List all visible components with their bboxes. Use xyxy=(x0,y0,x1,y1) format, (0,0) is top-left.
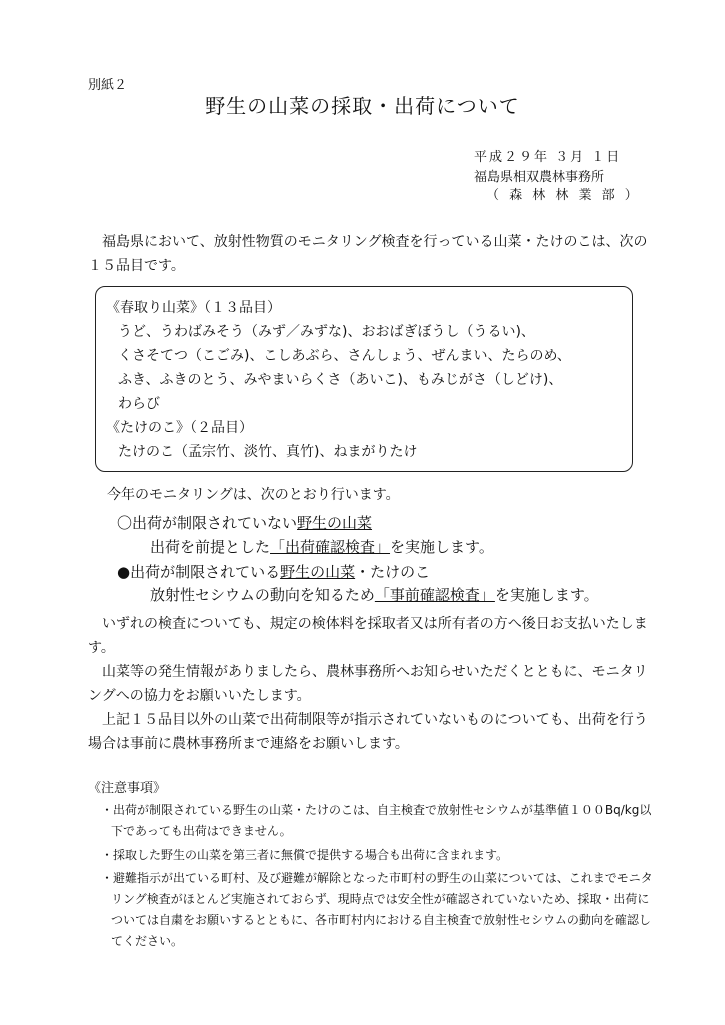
list-item: くさそてつ（こごみ)、こしあぶら、さんしょう、ぜんまい、たらのめ、 xyxy=(118,348,571,364)
list-item: ふき、ふきのとう、みやまいらくさ（あいこ)、もみじがさ（しどけ)、 xyxy=(118,372,563,388)
category-bamboo-shoots: 《たけのこ》（２品目） xyxy=(106,420,253,436)
note-item: ・採取した野生の山菜を第三者に無償で提供する場合も出荷に含まれます。 xyxy=(101,848,509,862)
item-emph: 野生の山菜 xyxy=(297,514,373,532)
issuing-office: 福島県相双農林事務所 xyxy=(474,170,605,185)
notes-heading: 《注意事項》 xyxy=(88,781,167,796)
detail-post: を実施します。 xyxy=(494,586,599,604)
detail-emph: 「事前確認検査」 xyxy=(374,586,495,604)
attachment-label: 別紙２ xyxy=(88,78,128,93)
list-item: うど、うわばみそう（みず／みずな)、おおばぎぼうし（うるい)、 xyxy=(118,324,535,340)
monitoring-item-restricted xyxy=(117,561,430,582)
info-request-paragraph: 山菜等の発生情報がありましたら、農林事務所へお知らせいただくとともに、モニタリングへの協力をお願いいたします。 xyxy=(88,664,648,704)
list-item: わらび xyxy=(118,396,160,412)
item-emph: 野生の山菜 xyxy=(280,563,356,581)
detail-post: を実施します。 xyxy=(390,538,494,556)
product-list-box xyxy=(95,286,633,472)
page-title: 野生の山菜の採取・出荷について xyxy=(205,94,520,118)
detail-pre: 放射性セシウムの動向を知るため xyxy=(150,586,375,604)
detail-emph: 「出荷確認検査」 xyxy=(270,538,391,556)
issue-date: 平成２９年 ３月 １日 xyxy=(474,150,622,165)
monitoring-item-unrestricted-detail xyxy=(150,536,494,557)
issuing-department: （ 森 林 林 業 部 ） xyxy=(486,188,641,203)
item-prefix: ●出荷が制限されている xyxy=(117,563,281,581)
category-spring-vegetables: 《春取り山菜》（１３品目） xyxy=(106,300,281,316)
note-item: ・出荷が制限されている野生の山菜・たけのこは、自主検査で放射性セシウムが基準値１００Bq/kg以下であっても出荷はできません。 xyxy=(101,803,652,838)
detail-pre: 出荷を前提とした xyxy=(150,538,271,556)
list-item: たけのこ（孟宗竹、淡竹、真竹)、ねまがりたけ xyxy=(118,444,418,460)
item-suffix: ・たけのこ xyxy=(355,563,431,581)
contact-paragraph: 上記１５品目以外の山菜で出荷制限等が指示されていないものについても、出荷を行う場合は事前に農林事務所まで連絡をお願いします。 xyxy=(88,712,648,752)
item-prefix: 〇出荷が制限されていない xyxy=(117,514,298,532)
monitoring-lead: 今年のモニタリングは、次のとおり行います。 xyxy=(107,487,400,503)
intro-paragraph: 福島県において、放射性物質のモニタリング検査を行っている山菜・たけのこは、次の１５品目です。 xyxy=(88,234,648,274)
monitoring-item-unrestricted xyxy=(117,512,372,533)
monitoring-item-restricted-detail xyxy=(150,584,599,605)
note-item: ・避難指示が出ている町村、及び避難が解除となった市町村の野生の山菜については、これまでモニタリング検査がほとんど実施されておらず、現時点では安全性が確認されていないため、採取・出荷については自粛をお願いするとともに、各市町村内における自主検査で放射性セシウムの動向を確認してください。 xyxy=(101,871,653,948)
fee-paragraph: いずれの検査についても、規定の検体料を採取者又は所有者の方へ後日お支払いたします。 xyxy=(88,616,648,656)
